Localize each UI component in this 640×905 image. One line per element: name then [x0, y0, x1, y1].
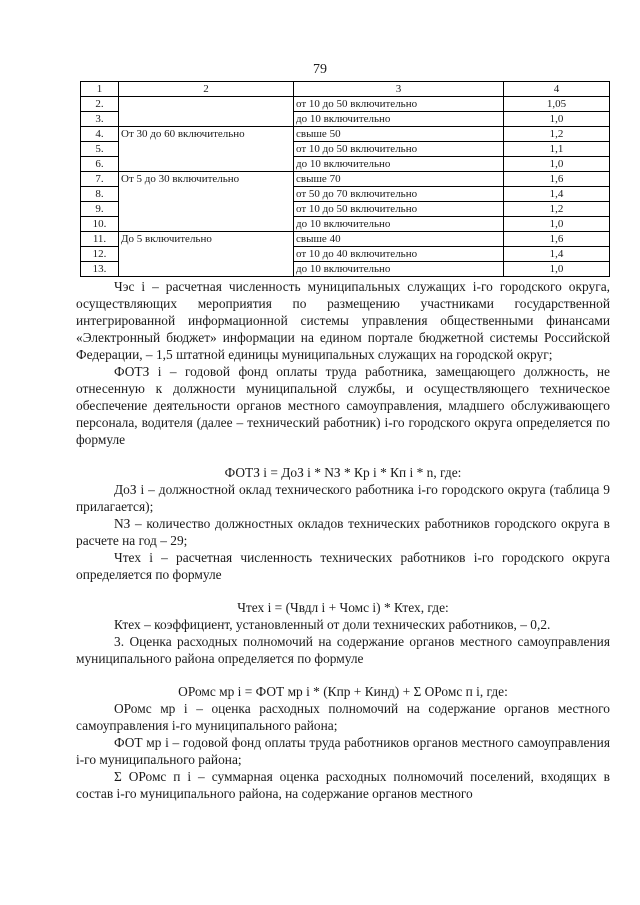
coefficient-cell: 1,0	[504, 157, 610, 172]
coefficient-cell: 1,4	[504, 187, 610, 202]
condition-cell: от 10 до 50 включительно	[294, 202, 504, 217]
coefficient-cell: 1,0	[504, 262, 610, 277]
range-cell: От 5 до 30 включительно	[119, 172, 294, 232]
coefficient-cell: 1,6	[504, 232, 610, 247]
condition-cell: от 10 до 40 включительно	[294, 247, 504, 262]
coefficient-cell: 1,2	[504, 127, 610, 142]
condition-cell: до 10 включительно	[294, 217, 504, 232]
page-number: 79	[313, 62, 327, 77]
paragraph: Чтех i – расчетная численность технических работников i-го городского округа определяется по формуле	[76, 550, 610, 582]
condition-cell: свыше 40	[294, 232, 504, 247]
row-number-cell: 5.	[81, 142, 119, 157]
coefficient-cell: 1,6	[504, 172, 610, 187]
coefficient-cell: 1,05	[504, 97, 610, 112]
paragraph: NЗ – количество должностных окладов технических работников городского округа в расчете на год – 29;	[76, 516, 610, 548]
row-number-cell: 4.	[81, 127, 119, 142]
condition-cell: от 50 до 70 включительно	[294, 187, 504, 202]
row-number-cell: 8.	[81, 187, 119, 202]
range-cell	[119, 97, 294, 127]
condition-cell: от 10 до 50 включительно	[294, 142, 504, 157]
table-row	[81, 232, 610, 247]
table-row	[81, 172, 610, 187]
condition-cell: свыше 70	[294, 172, 504, 187]
row-number-cell: 6.	[81, 157, 119, 172]
formula: ОРомс мр i = ФОТ мр i * (Кпр + Кинд) + Σ ОРомс п i, где:	[178, 684, 508, 699]
condition-cell: свыше 50	[294, 127, 504, 142]
table-row	[81, 97, 610, 112]
header-cell: 2	[119, 82, 294, 97]
formula: ФОТЗ i = ДоЗ i * NЗ * Кр i * Кп i * n, где:	[224, 465, 462, 480]
table-row	[81, 127, 610, 142]
row-number-cell: 13.	[81, 262, 119, 277]
paragraph: Чэс i – расчетная численность муниципальных служащих i-го городского округа, осуществляющих мероприятия по размещению участниками государственной интегрированной информационной системы управления общественными финансами «Электронный бюджет» информации на едином портале бюджетной системы Российской Федерации, – 1,5 штатной единицы муниципальных служащих на городской округ;	[76, 279, 610, 362]
table-header-row	[81, 82, 610, 97]
paragraph: ФОТ мр i – годовой фонд оплаты труда работников органов местного самоуправления i-го муниципального района;	[76, 735, 610, 767]
row-number-cell: 3.	[81, 112, 119, 127]
header-cell: 4	[504, 82, 610, 97]
formula: Чтех i = (Чвдл i + Чомс i) * Ктех, где:	[237, 600, 449, 615]
document-body	[76, 278, 610, 802]
header-cell: 1	[81, 82, 119, 97]
range-cell: До 5 включительно	[119, 232, 294, 277]
paragraph: Σ ОРомс п i – суммарная оценка расходных полномочий поселений, входящих в состав i-го муниципального района, на содержание органов местного	[76, 769, 610, 801]
row-number-cell: 12.	[81, 247, 119, 262]
condition-cell: до 10 включительно	[294, 262, 504, 277]
condition-cell: до 10 включительно	[294, 157, 504, 172]
row-number-cell: 2.	[81, 97, 119, 112]
range-cell: От 30 до 60 включительно	[119, 127, 294, 172]
coefficient-cell: 1,0	[504, 217, 610, 232]
coefficient-table	[80, 81, 610, 277]
coefficient-cell: 1,0	[504, 112, 610, 127]
row-number-cell: 7.	[81, 172, 119, 187]
row-number-cell: 10.	[81, 217, 119, 232]
paragraph: ФОТЗ i – годовой фонд оплаты труда работника, замещающего должность, не отнесенную к должности муниципальной службы, и осуществляющего техническое обеспечение деятельности органов местного самоуправления, младшего обслуживающего персонала, водителя (далее – технический работник) i-го городского округа определяется по формуле	[76, 364, 610, 447]
row-number-cell: 11.	[81, 232, 119, 247]
paragraph: ОРомс мр i – оценка расходных полномочий на содержание органов местного самоуправления i-го муниципального района;	[76, 701, 610, 733]
condition-cell: до 10 включительно	[294, 112, 504, 127]
coefficient-cell: 1,1	[504, 142, 610, 157]
paragraph: 3. Оценка расходных полномочий на содержание органов местного самоуправления муниципального района определяется по формуле	[76, 634, 610, 666]
row-number-cell: 9.	[81, 202, 119, 217]
condition-cell: от 10 до 50 включительно	[294, 97, 504, 112]
header-cell: 3	[294, 82, 504, 97]
coefficient-cell: 1,2	[504, 202, 610, 217]
coefficient-cell: 1,4	[504, 247, 610, 262]
paragraph: ДоЗ i – должностной оклад технического работника i-го городского округа (таблица 9 прилагается);	[76, 482, 610, 514]
paragraph: Ктех – коэффициент, установленный от доли технических работников, – 0,2.	[114, 617, 551, 632]
